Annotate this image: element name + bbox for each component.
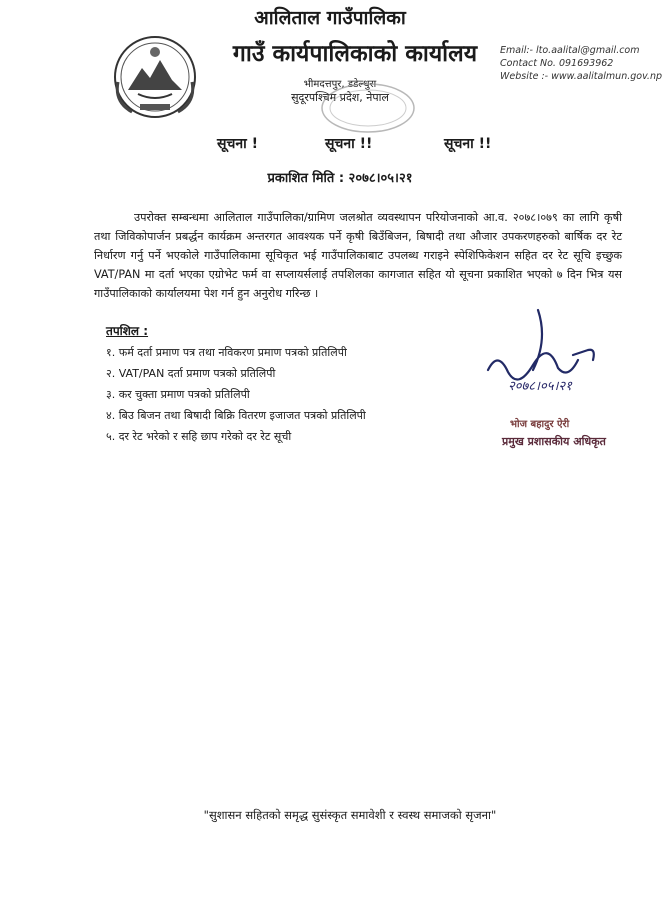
notice-heading-1: सूचना ! (217, 136, 259, 152)
notice-heading-3: सूचना !! (444, 136, 492, 152)
signatory-name: भोज बहादुर ऐरी (510, 419, 570, 430)
signature-date: २०७८।०५।२१ (508, 379, 572, 394)
office-address: भीमदत्तपुर, डडेल्धुरा (303, 79, 377, 90)
contact-phone: Contact No. 091693962 (500, 58, 614, 69)
attachment-item: ४. बिउ बिजन तथा बिषादी बिक्रि वितरण इजाजत पत्रको प्रतिलिपी (106, 409, 366, 422)
attachment-item: ५. दर रेट भरेको र सहि छाप गरेको दर रेट सूची (106, 430, 292, 443)
notice-body: उपरोक्त सम्बन्धमा आलिताल गाउँपालिका/ग्रामिण जलश्रोत व्यवस्थापन परियोजनाको आ.व. २०७८।०७९ का लागि कृषी तथा जिविकोपार्जन प्रबर्द्धन कार्यक्रम अन्तरगत आवश्यक पर्ने कृषी बिउँबिजन, बिषादी तथा औजार उपकरणहरुको बार्षिक दर रेट निर्धारण गर्नु पर्ने भएकोले गाउँपालिकामा सूचिकृत भई गाउँपालिकाबाट उपलब्ध गराइने स्पेशिफिकेशन सहित दर रेट सूचि इच्छुक VAT/PAN मा दर्ता भएका एग्रोभेट फर्म वा सप्लायर्सलाई तपशिलका कागजात सहित यो सूचना प्रकाशित भएको ७ दिन भित्र यस गाउँपालिकाको कार्यालयमा पेश गर्न हुन अनुरोध गरिन्छ । (94, 211, 622, 300)
contact-website: Website :- www.aalitalmun.gov.np (500, 71, 662, 82)
contact-block (500, 44, 662, 83)
attachment-item: २. VAT/PAN दर्ता प्रमाण पत्रको प्रतिलिपी (106, 367, 276, 380)
nepal-emblem-icon (110, 32, 200, 122)
notice-heading-2: सूचना !! (325, 136, 373, 152)
attachments-list (106, 342, 436, 447)
office-province: सुदूरपश्चिम प्रदेश, नेपाल (291, 91, 389, 104)
attachment-item: १. फर्म दर्ता प्रमाण पत्र तथा नविकरण प्रमाण पत्रको प्रतिलिपी (106, 346, 347, 359)
signatory-title: प्रमुख प्रशासकीय अधिकृत (502, 435, 606, 448)
attachments-title: तपशिल : (106, 324, 149, 338)
office-stamp-icon (318, 80, 418, 136)
attachment-item: ३. कर चुक्ता प्रमाण पत्रको प्रतिलिपी (106, 388, 250, 401)
municipality-name: आलिताल गाउँपालिका (254, 7, 406, 29)
contact-email: Email:- lto.aalital@gmail.com (500, 45, 640, 56)
publish-date: प्रकाशित मिति : २०७८।०५।२१ (267, 171, 413, 186)
office-name: गाउँ कार्यपालिकाको कार्यालय (232, 41, 478, 67)
slogan: "सुशासन सहितको समृद्ध सुसंस्कृत समावेशी र स्वस्थ समाजको सृजना" (203, 808, 497, 822)
